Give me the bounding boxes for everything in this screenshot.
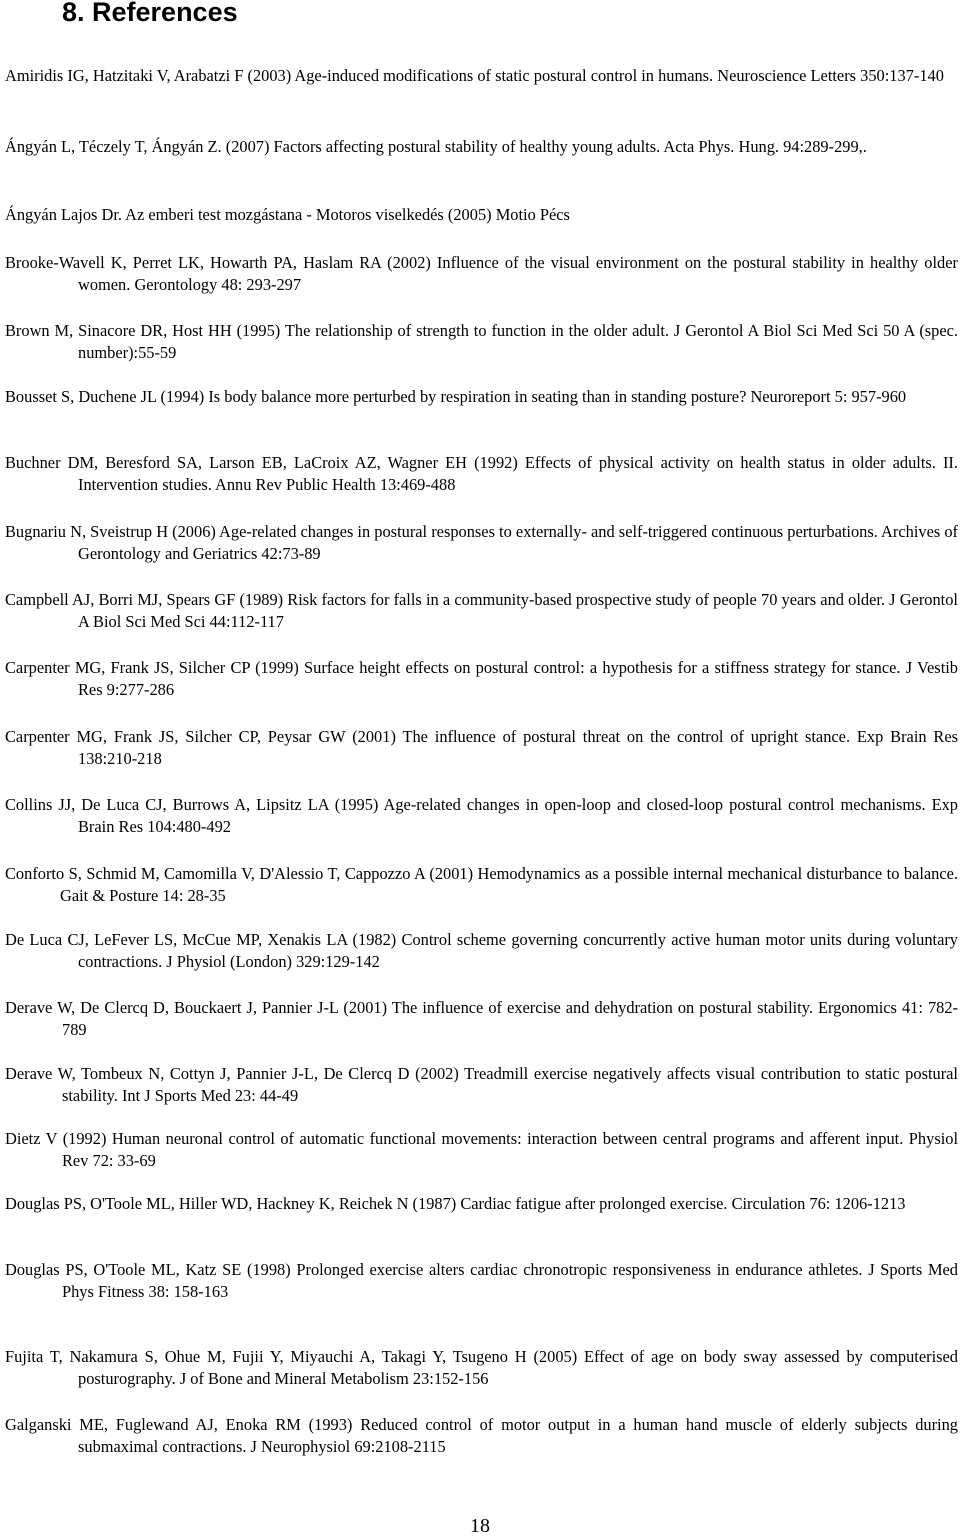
reference-entry: Ángyán Lajos Dr. Az emberi test mozgástana - Motoros viselkedés (2005) Motio Pécs xyxy=(5,205,570,224)
reference-entry: Carpenter MG, Frank JS, Silcher CP (1999) Surface height effects on postural control: a hypothesis for a stiffness strategy for stance. J Vestib Res 9:277-286 xyxy=(5,658,958,699)
reference-entry: Campbell AJ, Borri MJ, Spears GF (1989) Risk factors for falls in a community-based prospective study of people 70 years and older. J Gerontol A Biol Sci Med Sci 44:112-117 xyxy=(5,590,958,631)
reference-entry: Derave W, De Clercq D, Bouckaert J, Pannier J-L (2001) The influence of exercise and dehydration on postural stability. Ergonomics 41: 782-789 xyxy=(5,998,958,1039)
reference-entry: Dietz V (1992) Human neuronal control of automatic functional movements: interaction between central programs and afferent input. Physiol Rev 72: 33-69 xyxy=(5,1129,958,1170)
reference-entry: De Luca CJ, LeFever LS, McCue MP, Xenakis LA (1982) Control scheme governing concurrently active human motor units during voluntary contractions. J Physiol (London) 329:129-142 xyxy=(5,930,958,971)
reference-entry: Fujita T, Nakamura S, Ohue M, Fujii Y, Miyauchi A, Takagi Y, Tsugeno H (2005) Effect of age on body sway assessed by computerised posturography. J of Bone and Mineral Metabolism 23:152-156 xyxy=(5,1347,958,1388)
reference-entry: Conforto S, Schmid M, Camomilla V, D'Alessio T, Cappozzo A (2001) Hemodynamics as a possible internal mechanical disturbance to balance. Gait & Posture 14: 28-35 xyxy=(5,864,958,905)
section-heading: 8. References xyxy=(62,0,238,27)
page-number: 18 xyxy=(470,1515,490,1537)
reference-entry: Bousset S, Duchene JL (1994) Is body balance more perturbed by respiration in seating than in standing posture? Neuroreport 5: 957-960 xyxy=(5,387,907,406)
reference-entry: Brooke-Wavell K, Perret LK, Howarth PA, Haslam RA (2002) Influence of the visual environment on the postural stability in healthy older women. Gerontology 48: 293-297 xyxy=(5,253,958,294)
reference-entry: Galganski ME, Fuglewand AJ, Enoka RM (1993) Reduced control of motor output in a human hand muscle of elderly subjects during submaximal contractions. J Neurophysiol 69:2108-2115 xyxy=(5,1415,958,1456)
reference-entry: Collins JJ, De Luca CJ, Burrows A, Lipsitz LA (1995) Age-related changes in open-loop and closed-loop postural control mechanisms. Exp Brain Res 104:480-492 xyxy=(5,795,958,836)
reference-entry: Derave W, Tombeux N, Cottyn J, Pannier J-L, De Clercq D (2002) Treadmill exercise negatively affects visual contribution to static postural stability. Int J Sports Med 23: 44-49 xyxy=(5,1064,958,1105)
reference-entry: Ángyán L, Téczely T, Ángyán Z. (2007) Factors affecting postural stability of healthy young adults. Acta Phys. Hung. 94:289-299,. xyxy=(5,137,867,156)
reference-entry: Brown M, Sinacore DR, Host HH (1995) The relationship of strength to function in the older adult. J Gerontol A Biol Sci Med Sci 50 A (spec. number):55-59 xyxy=(5,321,958,362)
reference-entry: Buchner DM, Beresford SA, Larson EB, LaCroix AZ, Wagner EH (1992) Effects of physical activity on health status in older adults. II. Intervention studies. Annu Rev Public Health 13:469-488 xyxy=(5,453,958,494)
reference-entry: Douglas PS, O'Toole ML, Hiller WD, Hackney K, Reichek N (1987) Cardiac fatigue after prolonged exercise. Circulation 76: 1206-1213 xyxy=(5,1194,906,1213)
reference-entry: Bugnariu N, Sveistrup H (2006) Age-related changes in postural responses to externally- and self-triggered continuous perturbations. Archives of Gerontology and Geriatrics 42:73-89 xyxy=(5,522,958,563)
reference-entry: Amiridis IG, Hatzitaki V, Arabatzi F (2003) Age-induced modifications of static postural control in humans. Neuroscience Letters 350:137-140 xyxy=(5,66,944,85)
reference-entry: Douglas PS, O'Toole ML, Katz SE (1998) Prolonged exercise alters cardiac chronotropic responsiveness in endurance athletes. J Sports Med Phys Fitness 38: 158-163 xyxy=(5,1260,958,1301)
reference-entry: Carpenter MG, Frank JS, Silcher CP, Peysar GW (2001) The influence of postural threat on the control of upright stance. Exp Brain Res 138:210-218 xyxy=(5,727,958,768)
